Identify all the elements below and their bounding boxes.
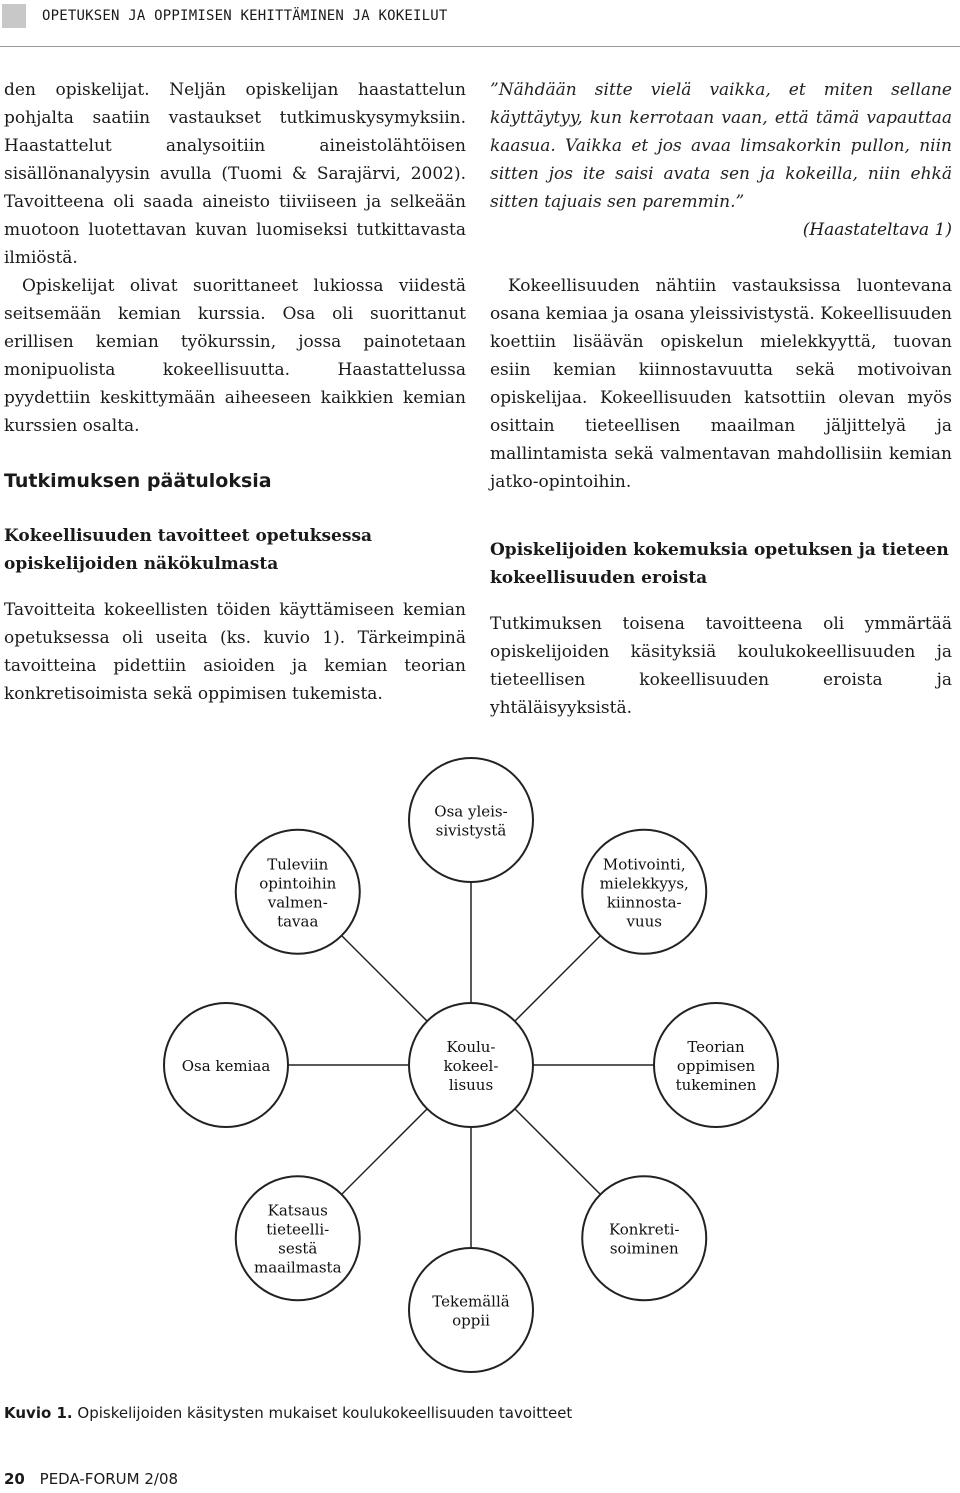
diagram-node-label <box>676 1038 757 1094</box>
journal-name: PEDA-FORUM 2/08 <box>39 1470 179 1488</box>
section-heading: Tutkimuksen päätuloksia <box>4 470 272 492</box>
diagram-node-label-line: Katsaus <box>267 1201 328 1220</box>
diagram-node-label <box>182 1057 271 1075</box>
diagram-node-label-line: opintoihin <box>259 874 337 893</box>
right-subheading: Opiskelijoiden kokemuksia opetuksen ja tieteen kokeellisuuden eroista <box>490 540 949 588</box>
header-rule <box>0 46 960 47</box>
diagram-center-label-line: Koulu- <box>446 1038 496 1056</box>
page-footer <box>4 1470 178 1488</box>
diagram-node-label <box>609 1221 680 1258</box>
right-paragraph-1: Kokeellisuuden nähtiin vastauksissa luontevana osana kemiaa ja osana yleissivistystä. Kokeellisuuden koettiin lisäävän opiskelun mielekkyyttä, tuovan esiin kemian kiinnostavuutta sekä motivoivan opiskelijaa. Kokeellisuuden katsottiin olevan myös osittain tieteellisen maailman jäljittelyä ja mallintamista sekä valmentavan mahdollisiin kemian jatko-opintoihin. <box>490 276 952 492</box>
quote-source: (Haastateltava 1) <box>802 220 952 240</box>
left-paragraph-2: Opiskelijat olivat suorittaneet lukiossa viidestä seitsemään kemian kurssia. Osa oli suorittanut erillisen kemian työkurssin, jossa painotetaan monipuolista kokeellisuutta. Haastattelussa pyydettiin keskittymään aiheeseen kaikkien kemian kurssien osalta. <box>4 276 466 436</box>
diagram-node-label-line: sestä <box>278 1239 318 1258</box>
diagram-center-label-line: kokeel- <box>443 1057 499 1075</box>
diagram-center-label <box>444 1038 499 1094</box>
left-paragraph-3: Tavoitteita kokeellisten töiden käyttämiseen kemian opetuksessa oli useita (ks. kuvio 1). Tärkeimpinä tavoitteina pidettiin asioiden ja kemian teorian konkretisoimista sekä oppimisen tukemista. <box>4 600 466 704</box>
diagram-node-label-line: Motivointi, <box>602 855 686 874</box>
caption-text: Opiskelijoiden käsitysten mukaiset koulukokeellisuuden tavoitteet <box>77 1404 573 1422</box>
diagram-node-label-line: Tuleviin <box>267 855 329 874</box>
diagram-node-label-line: sivistystä <box>435 821 507 840</box>
diagram-node-label-line: maailmasta <box>253 1258 342 1277</box>
diagram-center-label-line: lisuus <box>448 1076 494 1094</box>
diagram-node-label-line: Teorian <box>687 1038 745 1056</box>
diagram-node-label-line: tukeminen <box>675 1076 757 1094</box>
diagram-node-label-line: valmen- <box>267 893 328 912</box>
right-paragraph-2: Tutkimuksen toisena tavoitteena oli ymmärtää opiskelijoiden käsityksiä koulukokeellisuuden ja tieteellisen kokeellisuuden eroista ja yhtäläisyyksistä. <box>490 614 952 718</box>
caption-label: Kuvio 1. <box>4 1404 73 1422</box>
figure-diagram <box>0 740 960 1400</box>
diagram-node-label-line: Tekemällä <box>432 1292 510 1311</box>
left-column <box>4 76 466 708</box>
running-header: OPETUKSEN JA OPPIMISEN KEHITTÄMINEN JA KOKEILUT <box>42 8 448 24</box>
diagram-node-label-line: oppimisen <box>676 1057 756 1075</box>
diagram-node-label-line: soiminen <box>609 1239 679 1258</box>
diagram-node-label-line: kiinnosta- <box>606 893 682 912</box>
right-column <box>490 76 952 722</box>
figure-caption <box>4 1404 572 1422</box>
diagram-node-label-line: vuus <box>626 912 662 931</box>
diagram-node-label-line: Osa yleis- <box>434 802 508 821</box>
diagram-node-label-line: oppii <box>452 1311 490 1330</box>
interview-quote: ”Nähdään sitte vielä vaikka, et miten sellane käyttäytyy, kun kerrotaan vaan, että tämä vapauttaa kaasua. Vaikka et jos avaa limsakorkin pullon, niin sitten jos ite saisi avata sen ja kokeilla, niin ehkä sitten tajuais sen paremmin.” <box>490 80 952 212</box>
left-paragraph-1: den opiskelijat. Neljän opiskelijan haastattelun pohjalta saatiin vastaukset tutkimuskysymyksiin. Haastattelut analysoitiin aineistolähtöisen sisällönanalyysin avulla (Tuomi & Sarajärvi, 2002). Tavoitteena oli saada aineisto tiiviiseen ja selkeään muotoon luotettavan kuvan luomiseksi tutkittavasta ilmiöstä. <box>4 80 466 268</box>
diagram-node-label-line: Konkreti- <box>608 1220 680 1239</box>
page-header <box>0 0 960 40</box>
diagram-node-label-line: tieteelli- <box>266 1220 330 1239</box>
diagram-node-label <box>434 803 507 840</box>
diagram-node-label-line: mielekkyys, <box>599 874 689 893</box>
diagram-node-label-line: tavaa <box>277 912 319 931</box>
page-number: 20 <box>4 1470 25 1488</box>
header-marker <box>2 4 26 28</box>
diagram-node-label-line: Osa kemiaa <box>181 1057 271 1075</box>
left-subheading: Kokeellisuuden tavoitteet opetuksessa opiskelijoiden näkökulmasta <box>4 526 373 574</box>
